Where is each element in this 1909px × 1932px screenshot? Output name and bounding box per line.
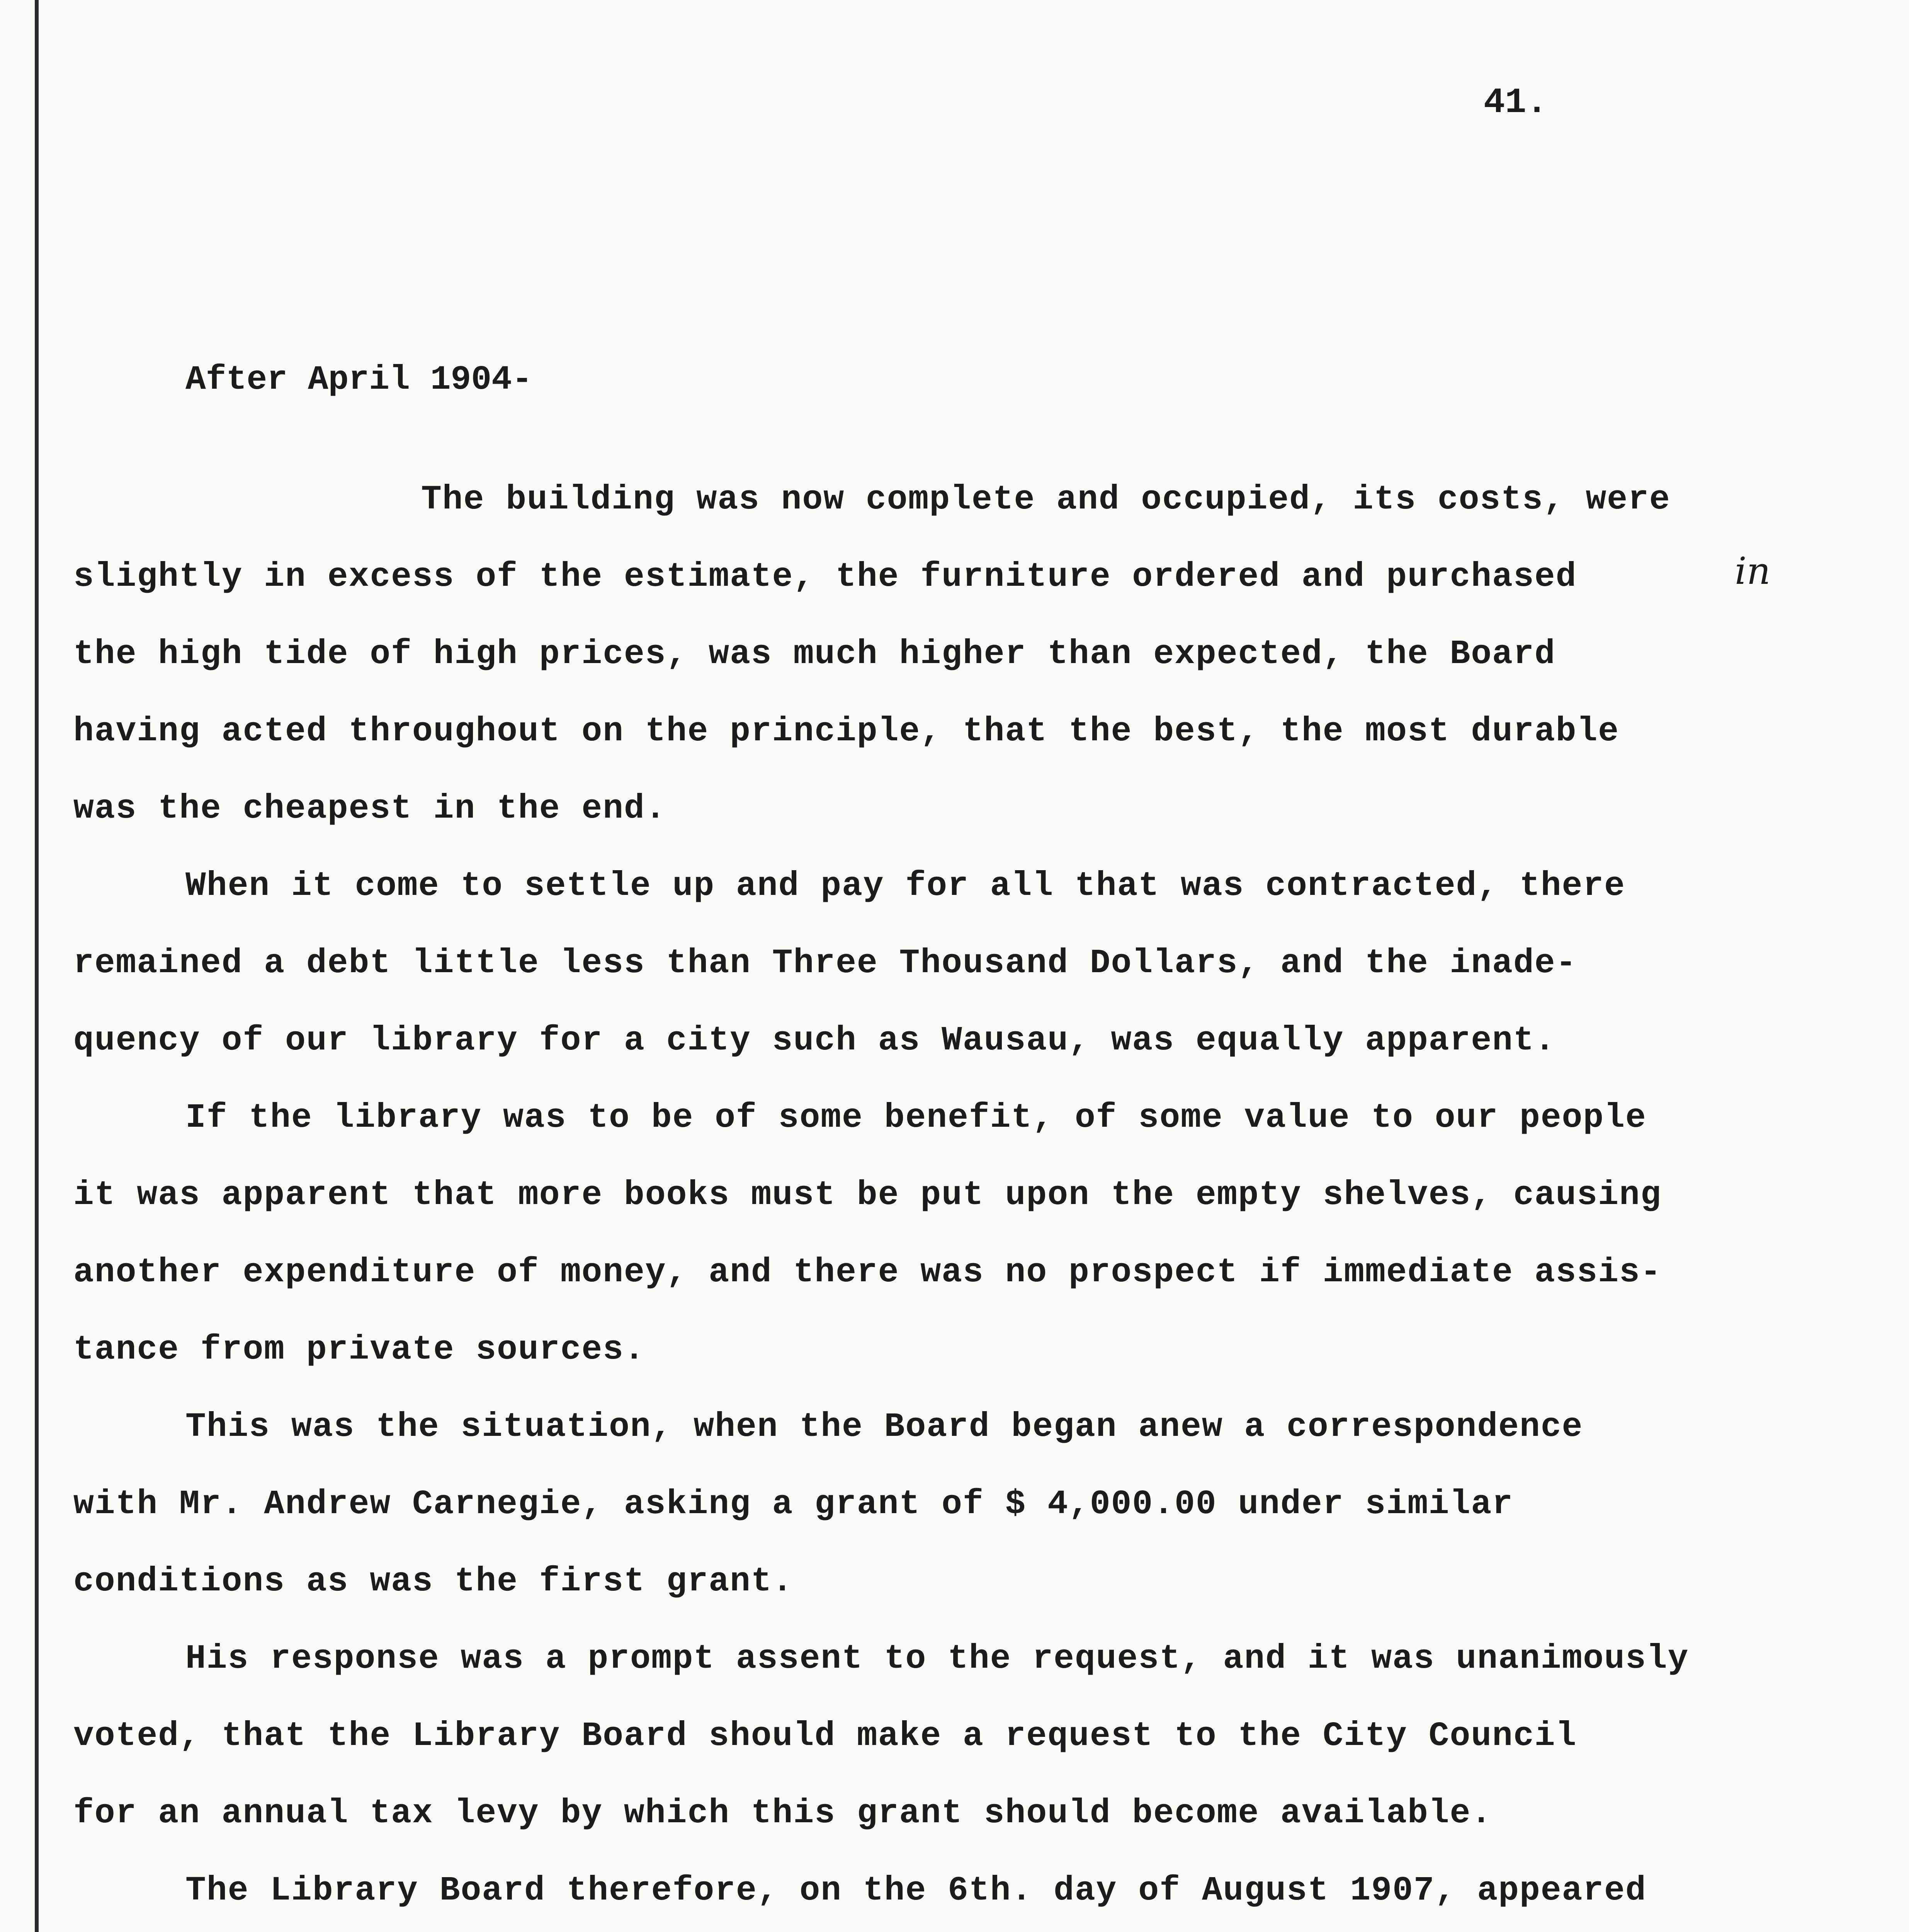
text-line: was the cheapest in the end. [73, 790, 666, 828]
text-line: it was apparent that more books must be put upon the empty shelves, causing [73, 1176, 1662, 1214]
text-line: The Library Board therefore, on the 6th. day of August 1907, appeared [185, 1872, 1647, 1910]
text-line: This was the situation, when the Board began anew a correspondence [185, 1408, 1583, 1446]
text-line: another expenditure of money, and there was no prospect if immediate assis- [73, 1253, 1662, 1292]
text-line: When it come to settle up and pay for all that was contracted, there [185, 867, 1625, 905]
text-line: the high tide of high prices, was much higher than expected, the Board [73, 635, 1556, 673]
text-line: If the library was to be of some benefit, of some value to our people [185, 1099, 1647, 1137]
text-line: slightly in excess of the estimate, the furniture ordered and purchased [73, 558, 1577, 596]
text-line: for an annual tax levy by which this grant should become available. [73, 1794, 1493, 1833]
page-left-rule [35, 0, 39, 1932]
text-line: tance from private sources. [73, 1331, 645, 1369]
section-heading: After April 1904- [185, 361, 532, 399]
page-number: 41. [1484, 82, 1548, 123]
text-line: The building was now complete and occupied, its costs, were [421, 481, 1671, 519]
text-line: having acted throughout on the principle, that the best, the most durable [73, 713, 1620, 751]
text-line: remained a debt little less than Three Thousand Dollars, and the inade- [73, 944, 1577, 983]
text-line: His response was a prompt assent to the request, and it was unanimously [185, 1640, 1689, 1678]
text-line: voted, that the Library Board should make a request to the City Council [73, 1717, 1577, 1755]
text-line: quency of our library for a city such as Wausau, was equally apparent. [73, 1022, 1556, 1060]
text-line: conditions as was the first grant. [73, 1563, 794, 1601]
handwritten-insertion: in [1735, 549, 1771, 593]
text-line: with Mr. Andrew Carnegie, asking a grant of $ 4,000.00 under similar [73, 1485, 1513, 1524]
